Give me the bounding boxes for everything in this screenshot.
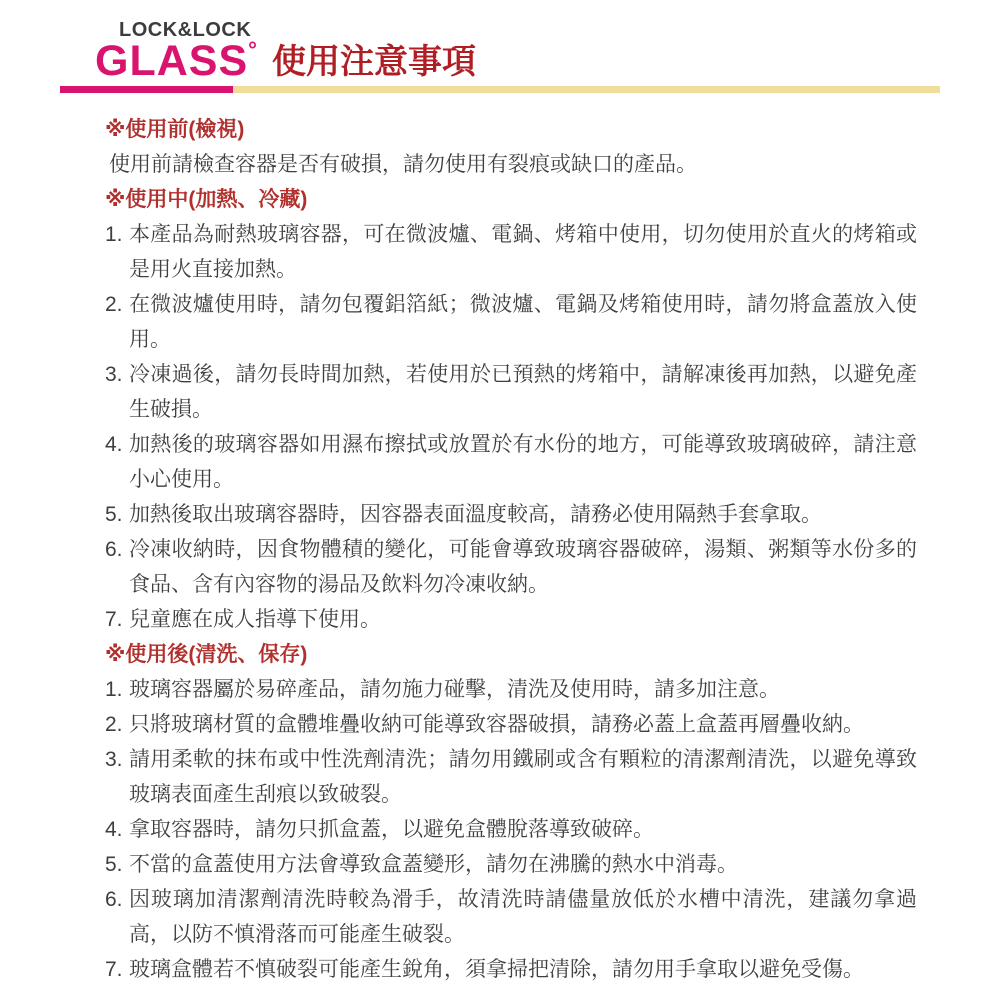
- list-item: [105, 427, 917, 497]
- item-number: 2.: [105, 293, 123, 316]
- list-item: [105, 952, 917, 987]
- item-text: 拿取容器時，請勿只抓盒蓋，以避免盒體脫落導致破碎。: [129, 818, 654, 841]
- brand-lockandlock-text: LOCK&LOCK: [119, 19, 252, 41]
- item-text: 加熱後取出玻璃容器時，因容器表面溫度較高，請務必使用隔熱手套拿取。: [129, 503, 822, 526]
- item-text: 只將玻璃材質的盒體堆疊收納可能導致容器破損，請務必蓋上盒蓋再層疊收納。: [129, 713, 864, 736]
- item-text: 兒童應在成人指導下使用。: [129, 608, 381, 631]
- list-item: [105, 602, 917, 637]
- item-text: 加熱後的玻璃容器如用濕布擦拭或放置於有水份的地方，可能導致玻璃破碎，請注意小心使用。: [129, 433, 917, 491]
- list-item: [105, 497, 917, 532]
- section-heading-during-use: ※使用中(加熱、冷藏): [105, 188, 308, 211]
- list-item: [105, 532, 917, 602]
- page-title: 使用注意事項: [271, 42, 476, 81]
- lock-and-lock-glass-logo: [95, 19, 257, 85]
- item-text: 玻璃盒體若不慎破裂可能產生銳角，須拿掃把清除，請勿用手拿取以避免受傷。: [129, 958, 864, 981]
- brand-glass-text: [95, 37, 257, 85]
- item-text: 本產品為耐熱玻璃容器，可在微波爐、電鍋、烤箱中使用，切勿使用於直火的烤箱或是用火直接加熱。: [129, 223, 917, 281]
- item-text: 因玻璃加清潔劑清洗時較為滑手，故清洗時請儘量放低於水槽中清洗，建議勿拿過高，以防不慎滑落而可能產生破裂。: [129, 888, 917, 946]
- divider-yellow-segment: [233, 86, 940, 93]
- list-item: [105, 742, 917, 812]
- item-number: 5.: [105, 853, 123, 876]
- item-number: 1.: [105, 223, 123, 246]
- item-number: 6.: [105, 538, 123, 561]
- section-heading-before-use: ※使用前(檢視): [105, 118, 245, 141]
- item-text: 不當的盒蓋使用方法會導致盒蓋變形，請勿在沸騰的熱水中消毒。: [129, 853, 738, 876]
- list-item: [105, 357, 917, 427]
- item-number: 4.: [105, 818, 123, 841]
- list-item: [105, 847, 917, 882]
- brand-glass-word: GLASS: [95, 37, 249, 85]
- list-item: [105, 287, 917, 357]
- item-number: 6.: [105, 888, 123, 911]
- degree-mark: °: [248, 37, 257, 62]
- item-text: 冷凍收納時，因食物體積的變化，可能會導致玻璃容器破碎，湯類、粥類等水份多的食品、含有內容物的湯品及飲料勿冷凍收納。: [129, 538, 917, 596]
- item-number: 3.: [105, 748, 123, 771]
- item-number: 5.: [105, 503, 123, 526]
- instructions-content: [105, 112, 917, 987]
- before-use-paragraph: 使用前請檢查容器是否有破損，請勿使用有裂痕或缺口的產品。: [109, 153, 697, 176]
- item-text: 請用柔軟的抹布或中性洗劑清洗；請勿用鐵刷或含有顆粒的清潔劑清洗，以避免導致玻璃表面產生刮痕以致破裂。: [129, 748, 917, 806]
- list-item: [105, 812, 917, 847]
- item-text: 玻璃容器屬於易碎產品，請勿施力碰擊，清洗及使用時，請多加注意。: [129, 678, 780, 701]
- item-number: 4.: [105, 433, 123, 456]
- item-number: 7.: [105, 608, 123, 631]
- header-divider: [60, 86, 940, 93]
- list-item: [105, 217, 917, 287]
- item-text: 冷凍過後，請勿長時間加熱，若使用於已預熱的烤箱中，請解凍後再加熱，以避免產生破損。: [129, 363, 917, 421]
- item-number: 7.: [105, 958, 123, 981]
- item-number: 1.: [105, 678, 123, 701]
- divider-magenta-segment: [60, 86, 233, 93]
- item-number: 2.: [105, 713, 123, 736]
- item-number: 3.: [105, 363, 123, 386]
- item-text: 在微波爐使用時，請勿包覆鋁箔紙；微波爐、電鍋及烤箱使用時，請勿將盒蓋放入使用。: [129, 293, 917, 351]
- list-item: [105, 672, 917, 707]
- section-heading-after-use: ※使用後(清洗、保存): [105, 643, 308, 666]
- list-item: [105, 707, 917, 742]
- header: [95, 19, 476, 85]
- list-item: [105, 882, 917, 952]
